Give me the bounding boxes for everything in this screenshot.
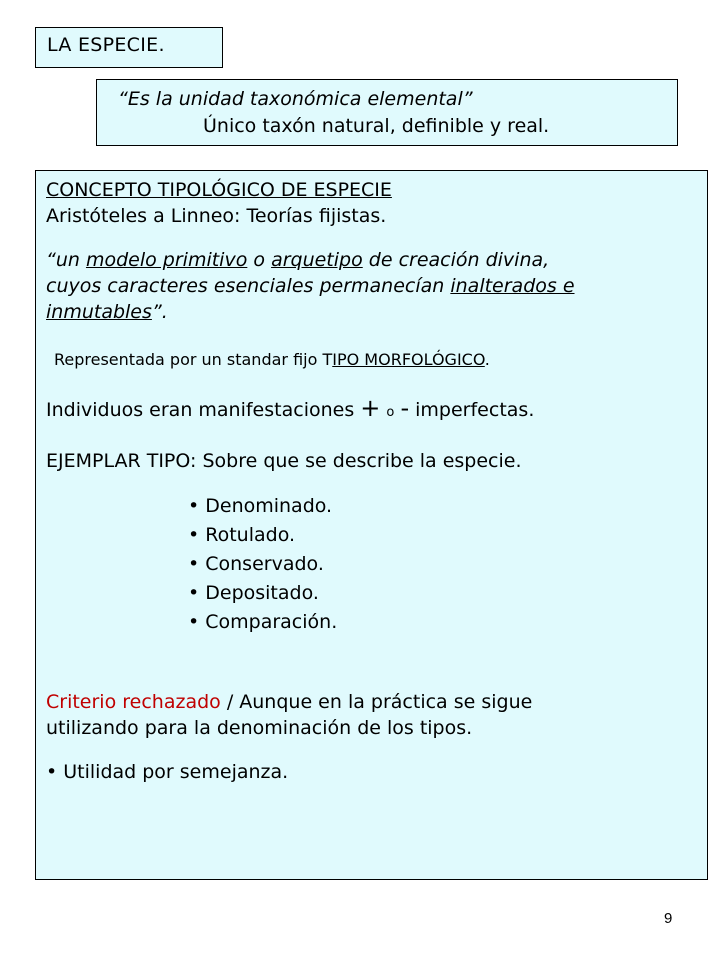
criterion-line-2: utilizando para la denominación de los tipos. — [46, 717, 473, 739]
represented-underlined: IPO MORFOLÓGICO — [332, 350, 485, 369]
definition-line-1: “Es la unidad taxonómica elemental” — [118, 88, 473, 110]
individuals-text: imperfectas. — [409, 399, 535, 421]
quote-underlined: inmutables — [46, 301, 152, 323]
type-specimen-bullets — [46, 492, 707, 637]
quote-underlined: arquetipo — [271, 249, 363, 271]
list-item: • Conservado. — [188, 553, 324, 575]
criterion-text: / Aunque en la práctica se sigue — [220, 691, 533, 713]
quote-text: ”. — [151, 301, 168, 323]
individuals-text: Individuos eran manifestaciones — [46, 399, 361, 421]
page-title: LA ESPECIE. — [47, 34, 165, 56]
quote-line-2 — [46, 273, 707, 299]
quote-text: “un — [46, 249, 86, 271]
utility-line: • Utilidad por semejanza. — [46, 761, 289, 783]
criterion-line-1 — [46, 689, 707, 715]
plus-sign: + — [360, 394, 381, 422]
page-number: 9 — [664, 910, 673, 927]
list-item: • Comparación. — [188, 611, 338, 633]
list-item: • Rotulado. — [188, 524, 296, 546]
represented-text: Representada por un standar fijo T — [54, 350, 333, 369]
concept-heading: CONCEPTO TIPOLÓGICO DE ESPECIE — [46, 179, 392, 201]
quote-text: cuyos caracteres esenciales permanecían — [46, 275, 451, 297]
quote-text: o — [247, 249, 272, 271]
title-box — [35, 27, 223, 68]
o-text: o — [386, 405, 395, 420]
represented-line — [46, 347, 707, 373]
quote-underlined: modelo primitivo — [85, 249, 248, 271]
definition-box — [96, 79, 678, 146]
individuals-line — [46, 395, 707, 426]
type-specimen-line: EJEMPLAR TIPO: Sobre que se describe la especie. — [46, 450, 522, 472]
definition-line-2: Único taxón natural, definible y real. — [203, 115, 550, 137]
represented-text: . — [484, 350, 490, 369]
quote-underlined: inalterados e — [450, 275, 575, 297]
quote-line-3 — [46, 299, 707, 325]
list-item: • Denominado. — [188, 495, 333, 517]
concept-subheading: Aristóteles a Linneo: Teorías fijistas. — [46, 205, 387, 227]
concept-box — [35, 170, 708, 880]
criterion-rejected: Criterio rechazado — [46, 691, 221, 713]
quote-line-1 — [46, 247, 707, 273]
quote-text: de creación divina, — [362, 249, 550, 271]
list-item: • Depositado. — [188, 582, 319, 604]
minus-sign: - — [400, 394, 410, 422]
